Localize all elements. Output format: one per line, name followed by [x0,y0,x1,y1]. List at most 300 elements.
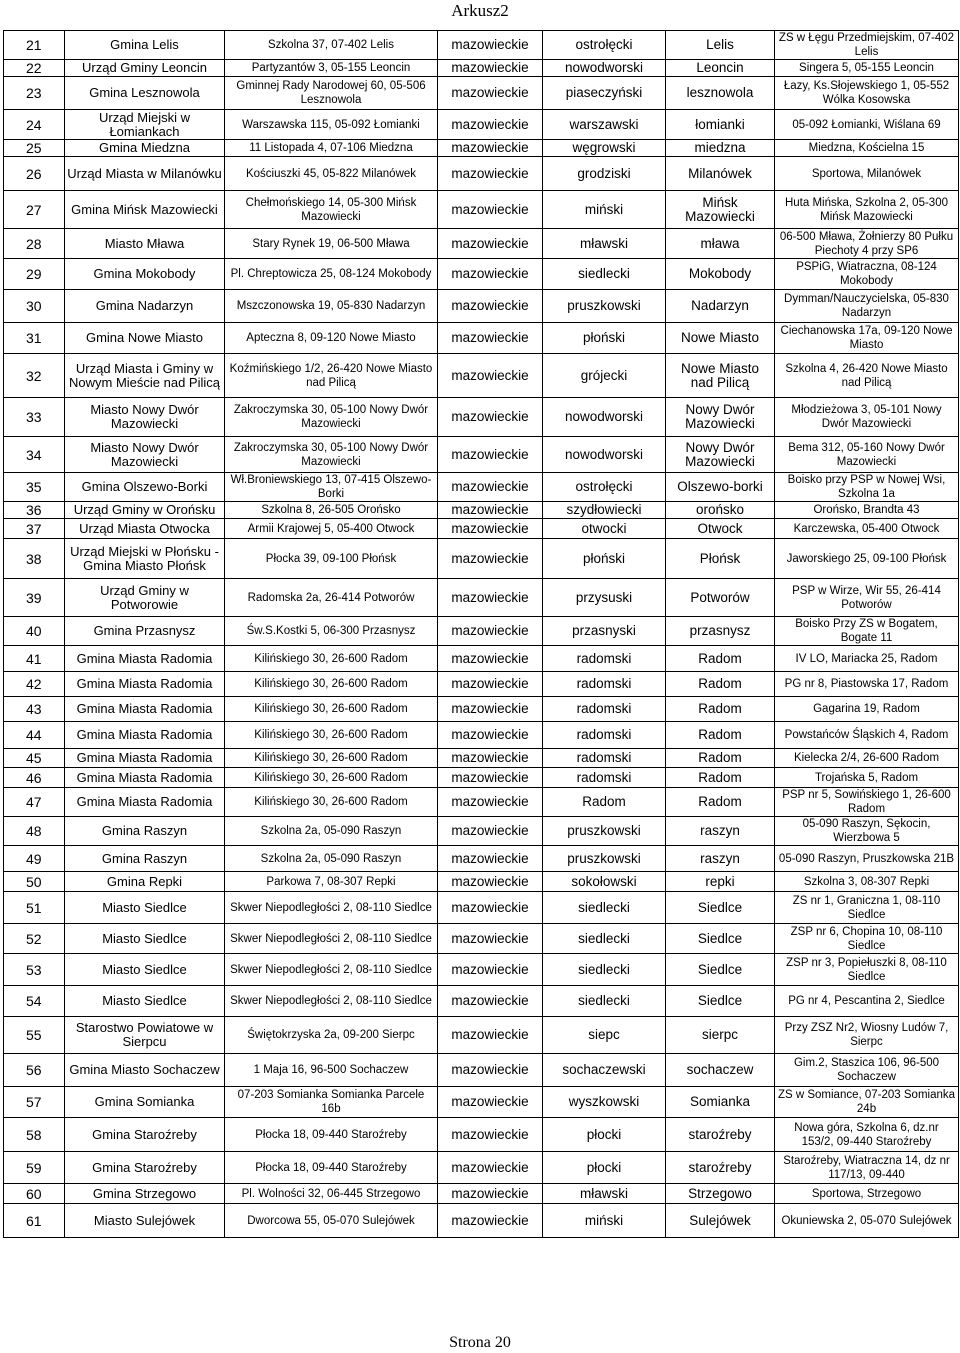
voivodeship-cell: mazowieckie [438,259,543,290]
row-number-cell: 57 [4,1087,65,1118]
voivodeship-cell: mazowieckie [438,579,543,617]
location-cell: Orońsko, Brandta 43 [775,502,959,519]
unit-name-cell: Gmina Miasta Radomia [65,646,225,672]
unit-name-cell: Miasto Siedlce [65,924,225,954]
unit-address-cell: Szkolna 37, 07-402 Lelis [225,31,438,60]
unit-address-cell: Chełmońskiego 14, 05-300 Mińsk Mazowiecki [225,191,438,229]
commune-cell: raszyn [666,846,775,872]
location-cell: 06-500 Mława, Żołnierzy 80 Pułku Piechoty 4 przy SP6 [775,229,959,259]
commune-cell: Somianka [666,1087,775,1118]
county-cell: sochaczewski [543,1054,666,1087]
row-number-cell: 43 [4,697,65,722]
row-number-cell: 59 [4,1152,65,1184]
table-row [4,1054,959,1087]
unit-address-cell: Parkowa 7, 08-307 Repki [225,872,438,892]
county-cell: radomski [543,768,666,788]
location-cell: PG nr 4, Pescantina 2, Siedlce [775,986,959,1017]
county-cell: otwocki [543,519,666,539]
row-number-cell: 21 [4,31,65,60]
location-cell: Trojańska 5, Radom [775,768,959,788]
commune-cell: Nowy Dwór Mazowiecki [666,437,775,473]
location-cell: ZSP nr 3, Popiełuszki 8, 08-110 Siedlce [775,954,959,986]
row-number-cell: 48 [4,817,65,846]
table-row [4,872,959,892]
county-cell: mławski [543,229,666,259]
county-cell: płocki [543,1118,666,1152]
county-cell: grodziski [543,157,666,191]
commune-cell: Radom [666,722,775,749]
location-cell: Młodzieżowa 3, 05-101 Nowy Dwór Mazowiecki [775,398,959,437]
commune-cell: Milanówek [666,157,775,191]
county-cell: warszawski [543,110,666,140]
location-cell: PG nr 8, Piastowska 17, Radom [775,672,959,697]
row-number-cell: 40 [4,617,65,646]
row-number-cell: 45 [4,749,65,768]
voivodeship-cell: mazowieckie [438,1152,543,1184]
county-cell: siedlecki [543,259,666,290]
location-cell: Karczewska, 05-400 Otwock [775,519,959,539]
unit-address-cell: Płocka 18, 09-440 Staroźreby [225,1118,438,1152]
table-body [4,31,959,1238]
location-cell: Dymman/Nauczycielska, 05-830 Nadarzyn [775,290,959,323]
row-number-cell: 53 [4,954,65,986]
unit-address-cell: Zakroczymska 30, 05-100 Nowy Dwór Mazowiecki [225,437,438,473]
table-row [4,519,959,539]
location-cell: Nowa góra, Szkolna 6, dz.nr 153/2, 09-440 Staroźreby [775,1118,959,1152]
unit-address-cell: Świętokrzyska 2a, 09-200 Sierpc [225,1017,438,1054]
voivodeship-cell: mazowieckie [438,290,543,323]
commune-cell: mława [666,229,775,259]
unit-name-cell: Miasto Mława [65,229,225,259]
commune-cell: Radom [666,749,775,768]
row-number-cell: 37 [4,519,65,539]
row-number-cell: 41 [4,646,65,672]
unit-name-cell: Gmina Olszewo-Borki [65,473,225,502]
unit-address-cell: Wł.Broniewskiego 13, 07-415 Olszewo-Borki [225,473,438,502]
voivodeship-cell: mazowieckie [438,924,543,954]
voivodeship-cell: mazowieckie [438,1054,543,1087]
voivodeship-cell: mazowieckie [438,157,543,191]
unit-address-cell: Kilińskiego 30, 26-600 Radom [225,749,438,768]
unit-address-cell: Pl. Wolności 32, 06-445 Strzegowo [225,1184,438,1204]
commune-cell: Mińsk Mazowiecki [666,191,775,229]
voivodeship-cell: mazowieckie [438,473,543,502]
location-cell: IV LO, Mariacka 25, Radom [775,646,959,672]
unit-address-cell: Skwer Niepodległości 2, 08-110 Siedlce [225,924,438,954]
commune-cell: przasnysz [666,617,775,646]
unit-name-cell: Gmina Staroźreby [65,1118,225,1152]
location-cell: 05-090 Raszyn, Pruszkowska 21B [775,846,959,872]
table-row [4,924,959,954]
voivodeship-cell: mazowieckie [438,768,543,788]
location-cell: Powstańców Śląskich 4, Radom [775,722,959,749]
county-cell: ostrołęcki [543,473,666,502]
row-number-cell: 36 [4,502,65,519]
unit-address-cell: Dworcowa 55, 05-070 Sulejówek [225,1204,438,1238]
county-cell: pruszkowski [543,846,666,872]
location-cell: Łazy, Ks.Słojewskiego 1, 05-552 Wólka Kosowska [775,77,959,110]
voivodeship-cell: mazowieckie [438,872,543,892]
row-number-cell: 56 [4,1054,65,1087]
county-cell: miński [543,191,666,229]
unit-address-cell: Szkolna 2a, 05-090 Raszyn [225,817,438,846]
county-cell: wyszkowski [543,1087,666,1118]
location-cell: Kielecka 2/4, 26-600 Radom [775,749,959,768]
table-row [4,140,959,157]
voivodeship-cell: mazowieckie [438,502,543,519]
row-number-cell: 34 [4,437,65,473]
location-cell: ZSP nr 6, Chopina 10, 08-110 Siedlce [775,924,959,954]
location-cell: Bema 312, 05-160 Nowy Dwór Mazowiecki [775,437,959,473]
commune-cell: Siedlce [666,954,775,986]
unit-address-cell: Płocka 18, 09-440 Staroźreby [225,1152,438,1184]
row-number-cell: 58 [4,1118,65,1152]
unit-address-cell: 07-203 Somianka Somianka Parcele 16b [225,1087,438,1118]
unit-address-cell: Kilińskiego 30, 26-600 Radom [225,697,438,722]
table-row [4,646,959,672]
unit-name-cell: Urząd Miasta Otwocka [65,519,225,539]
row-number-cell: 38 [4,539,65,579]
voivodeship-cell: mazowieckie [438,437,543,473]
unit-name-cell: Urząd Miasta w Milanówku [65,157,225,191]
commune-cell: Siedlce [666,924,775,954]
commune-cell: Radom [666,768,775,788]
county-cell: siedlecki [543,924,666,954]
unit-name-cell: Miasto Sulejówek [65,1204,225,1238]
voivodeship-cell: mazowieckie [438,398,543,437]
voivodeship-cell: mazowieckie [438,539,543,579]
row-number-cell: 49 [4,846,65,872]
table-row [4,817,959,846]
table-row [4,323,959,354]
location-cell: PSP w Wirze, Wir 55, 26-414 Potworów [775,579,959,617]
commune-cell: Radom [666,646,775,672]
location-cell: ZS w Łęgu Przedmiejskim, 07-402 Lelis [775,31,959,60]
county-cell: nowodworski [543,437,666,473]
county-cell: przysuski [543,579,666,617]
table-row [4,1204,959,1238]
commune-cell: Leoncin [666,60,775,77]
commune-cell: Nowe Miasto nad Pilicą [666,354,775,398]
unit-name-cell: Gmina Miasta Radomia [65,788,225,817]
location-cell: Boisko przy PSP w Nowej Wsi, Szkolna 1a [775,473,959,502]
unit-name-cell: Urząd Miejski w Łomiankach [65,110,225,140]
row-number-cell: 61 [4,1204,65,1238]
unit-address-cell: Kilińskiego 30, 26-600 Radom [225,672,438,697]
commune-cell: Radom [666,788,775,817]
table-row [4,229,959,259]
commune-cell: staroźreby [666,1118,775,1152]
voivodeship-cell: mazowieckie [438,191,543,229]
commune-cell: Olszewo-borki [666,473,775,502]
commune-cell: Nadarzyn [666,290,775,323]
unit-address-cell: Kilińskiego 30, 26-600 Radom [225,646,438,672]
unit-address-cell: Mszczonowska 19, 05-830 Nadarzyn [225,290,438,323]
unit-name-cell: Gmina Lelis [65,31,225,60]
voivodeship-cell: mazowieckie [438,31,543,60]
voivodeship-cell: mazowieckie [438,1017,543,1054]
unit-name-cell: Gmina Miasta Radomia [65,672,225,697]
voivodeship-cell: mazowieckie [438,749,543,768]
location-cell: PSPiG, Wiatraczna, 08-124 Mokobody [775,259,959,290]
location-cell: Boisko Przy ZS w Bogatem, Bogate 11 [775,617,959,646]
county-cell: węgrowski [543,140,666,157]
table-row [4,892,959,924]
row-number-cell: 31 [4,323,65,354]
commune-cell: Otwock [666,519,775,539]
unit-name-cell: Gmina Miasta Radomia [65,749,225,768]
unit-address-cell: Kościuszki 45, 05-822 Milanówek [225,157,438,191]
row-number-cell: 52 [4,924,65,954]
table-row [4,986,959,1017]
data-table [3,30,959,1238]
unit-address-cell: Koźmińskiego 1/2, 26-420 Nowe Miasto nad Pilicą [225,354,438,398]
unit-address-cell: Św.S.Kostki 5, 06-300 Przasnysz [225,617,438,646]
commune-cell: raszyn [666,817,775,846]
location-cell: Singera 5, 05-155 Leoncin [775,60,959,77]
voivodeship-cell: mazowieckie [438,646,543,672]
commune-cell: repki [666,872,775,892]
row-number-cell: 54 [4,986,65,1017]
voivodeship-cell: mazowieckie [438,722,543,749]
commune-cell: staroźreby [666,1152,775,1184]
unit-name-cell: Gmina Mokobody [65,259,225,290]
county-cell: siedlecki [543,954,666,986]
table-row [4,617,959,646]
voivodeship-cell: mazowieckie [438,892,543,924]
row-number-cell: 46 [4,768,65,788]
table-row [4,768,959,788]
row-number-cell: 25 [4,140,65,157]
voivodeship-cell: mazowieckie [438,1204,543,1238]
location-cell: 05-090 Raszyn, Sękocin, Wierzbowa 5 [775,817,959,846]
county-cell: radomski [543,697,666,722]
location-cell: ZS w Somiance, 07-203 Somianka 24b [775,1087,959,1118]
row-number-cell: 60 [4,1184,65,1204]
table-row [4,31,959,60]
location-cell: Gim.2, Staszica 106, 96-500 Sochaczew [775,1054,959,1087]
table-row [4,1184,959,1204]
county-cell: radomski [543,749,666,768]
table-row [4,398,959,437]
unit-name-cell: Gmina Miasta Radomia [65,768,225,788]
location-cell: Sportowa, Milanówek [775,157,959,191]
county-cell: płoński [543,539,666,579]
unit-name-cell: Urząd Gminy w Potworowie [65,579,225,617]
unit-name-cell: Gmina Strzegowo [65,1184,225,1204]
unit-name-cell: Urząd Miasta i Gminy w Nowym Mieście nad Pilicą [65,354,225,398]
table-row [4,77,959,110]
county-cell: płoński [543,323,666,354]
voivodeship-cell: mazowieckie [438,846,543,872]
voivodeship-cell: mazowieckie [438,617,543,646]
row-number-cell: 50 [4,872,65,892]
unit-name-cell: Miasto Siedlce [65,986,225,1017]
location-cell: Okuniewska 2, 05-070 Sulejówek [775,1204,959,1238]
commune-cell: miedzna [666,140,775,157]
county-cell: Radom [543,788,666,817]
unit-address-cell: Skwer Niepodległości 2, 08-110 Siedlce [225,986,438,1017]
unit-name-cell: Gmina Lesznowola [65,77,225,110]
county-cell: pruszkowski [543,817,666,846]
location-cell: Jaworskiego 25, 09-100 Płońsk [775,539,959,579]
commune-cell: Nowy Dwór Mazowiecki [666,398,775,437]
location-cell: Przy ZSZ Nr2, Wiosny Ludów 7, Sierpc [775,1017,959,1054]
unit-name-cell: Gmina Repki [65,872,225,892]
unit-name-cell: Gmina Raszyn [65,817,225,846]
table-row [4,788,959,817]
unit-address-cell: Zakroczymska 30, 05-100 Nowy Dwór Mazowiecki [225,398,438,437]
unit-address-cell: Apteczna 8, 09-120 Nowe Miasto [225,323,438,354]
unit-address-cell: Warszawska 115, 05-092 Łomianki [225,110,438,140]
row-number-cell: 27 [4,191,65,229]
county-cell: nowodworski [543,398,666,437]
commune-cell: Płońsk [666,539,775,579]
unit-name-cell: Gmina Przasnysz [65,617,225,646]
voivodeship-cell: mazowieckie [438,788,543,817]
county-cell: siedlecki [543,892,666,924]
unit-name-cell: Gmina Raszyn [65,846,225,872]
row-number-cell: 51 [4,892,65,924]
unit-name-cell: Gmina Miasta Radomia [65,722,225,749]
table-row [4,60,959,77]
unit-name-cell: Gmina Mińsk Mazowiecki [65,191,225,229]
county-cell: pruszkowski [543,290,666,323]
county-cell: radomski [543,672,666,697]
commune-cell: Radom [666,697,775,722]
voivodeship-cell: mazowieckie [438,77,543,110]
table-row [4,354,959,398]
commune-cell: łomianki [666,110,775,140]
unit-name-cell: Urząd Gminy w Orońsku [65,502,225,519]
table-row [4,672,959,697]
county-cell: grójecki [543,354,666,398]
county-cell: nowodworski [543,60,666,77]
voivodeship-cell: mazowieckie [438,986,543,1017]
commune-cell: Mokobody [666,259,775,290]
voivodeship-cell: mazowieckie [438,1184,543,1204]
table-row [4,502,959,519]
voivodeship-cell: mazowieckie [438,229,543,259]
voivodeship-cell: mazowieckie [438,1087,543,1118]
row-number-cell: 29 [4,259,65,290]
table-row [4,473,959,502]
table-row [4,1118,959,1152]
unit-name-cell: Urząd Miejski w Płońsku - Gmina Miasto Płońsk [65,539,225,579]
location-cell: ZS nr 1, Graniczna 1, 08-110 Siedlce [775,892,959,924]
county-cell: szydłowiecki [543,502,666,519]
voivodeship-cell: mazowieckie [438,697,543,722]
row-number-cell: 44 [4,722,65,749]
location-cell: Szkolna 3, 08-307 Repki [775,872,959,892]
voivodeship-cell: mazowieckie [438,954,543,986]
voivodeship-cell: mazowieckie [438,60,543,77]
table-row [4,539,959,579]
unit-address-cell: Szkolna 8, 26-505 Orońsko [225,502,438,519]
unit-address-cell: Stary Rynek 19, 06-500 Mława [225,229,438,259]
location-cell: Staroźreby, Wiatraczna 14, dz nr 117/13, 09-440 [775,1152,959,1184]
voivodeship-cell: mazowieckie [438,672,543,697]
unit-address-cell: Partyzantów 3, 05-155 Leoncin [225,60,438,77]
unit-name-cell: Miasto Nowy Dwór Mazowiecki [65,398,225,437]
table-row [4,749,959,768]
unit-address-cell: Kilińskiego 30, 26-600 Radom [225,722,438,749]
table-row [4,259,959,290]
county-cell: radomski [543,646,666,672]
voivodeship-cell: mazowieckie [438,817,543,846]
unit-address-cell: Radomska 2a, 26-414 Potworów [225,579,438,617]
row-number-cell: 24 [4,110,65,140]
county-cell: siepc [543,1017,666,1054]
county-cell: ostrołęcki [543,31,666,60]
commune-cell: Siedlce [666,986,775,1017]
location-cell: Huta Mińska, Szkolna 2, 05-300 Mińsk Mazowiecki [775,191,959,229]
commune-cell: Siedlce [666,892,775,924]
table-row [4,1087,959,1118]
row-number-cell: 30 [4,290,65,323]
unit-name-cell: Urząd Gminy Leoncin [65,60,225,77]
unit-address-cell: Kilińskiego 30, 26-600 Radom [225,768,438,788]
table-row [4,191,959,229]
commune-cell: Strzegowo [666,1184,775,1204]
commune-cell: orońsko [666,502,775,519]
table-row [4,437,959,473]
row-number-cell: 28 [4,229,65,259]
row-number-cell: 23 [4,77,65,110]
table-row [4,579,959,617]
commune-cell: Radom [666,672,775,697]
county-cell: siedlecki [543,986,666,1017]
table-row [4,846,959,872]
unit-name-cell: Gmina Nadarzyn [65,290,225,323]
voivodeship-cell: mazowieckie [438,354,543,398]
location-cell: PSP nr 5, Sowińskiego 1, 26-600 Radom [775,788,959,817]
row-number-cell: 33 [4,398,65,437]
unit-name-cell: Gmina Miasto Sochaczew [65,1054,225,1087]
commune-cell: Potworów [666,579,775,617]
table-row [4,1017,959,1054]
unit-address-cell: Armii Krajowej 5, 05-400 Otwock [225,519,438,539]
unit-address-cell: Pl. Chreptowicza 25, 08-124 Mokobody [225,259,438,290]
unit-address-cell: Kilińskiego 30, 26-600 Radom [225,788,438,817]
commune-cell: Nowe Miasto [666,323,775,354]
voivodeship-cell: mazowieckie [438,519,543,539]
row-number-cell: 39 [4,579,65,617]
unit-address-cell: Skwer Niepodległości 2, 08-110 Siedlce [225,892,438,924]
county-cell: radomski [543,722,666,749]
voivodeship-cell: mazowieckie [438,323,543,354]
location-cell: Gagarina 19, Radom [775,697,959,722]
table-row [4,722,959,749]
table-row [4,954,959,986]
unit-address-cell: Skwer Niepodległości 2, 08-110 Siedlce [225,954,438,986]
row-number-cell: 22 [4,60,65,77]
unit-address-cell: Szkolna 2a, 05-090 Raszyn [225,846,438,872]
unit-address-cell: 1 Maja 16, 96-500 Sochaczew [225,1054,438,1087]
unit-name-cell: Gmina Nowe Miasto [65,323,225,354]
location-cell: Miedzna, Kościelna 15 [775,140,959,157]
county-cell: mławski [543,1184,666,1204]
location-cell: Szkolna 4, 26-420 Nowe Miasto nad Pilicą [775,354,959,398]
table-row [4,697,959,722]
unit-name-cell: Miasto Nowy Dwór Mazowiecki [65,437,225,473]
location-cell: Ciechanowska 17a, 09-120 Nowe Miasto [775,323,959,354]
row-number-cell: 35 [4,473,65,502]
table-row [4,290,959,323]
county-cell: przasnyski [543,617,666,646]
unit-name-cell: Miasto Siedlce [65,954,225,986]
location-cell: Sportowa, Strzegowo [775,1184,959,1204]
